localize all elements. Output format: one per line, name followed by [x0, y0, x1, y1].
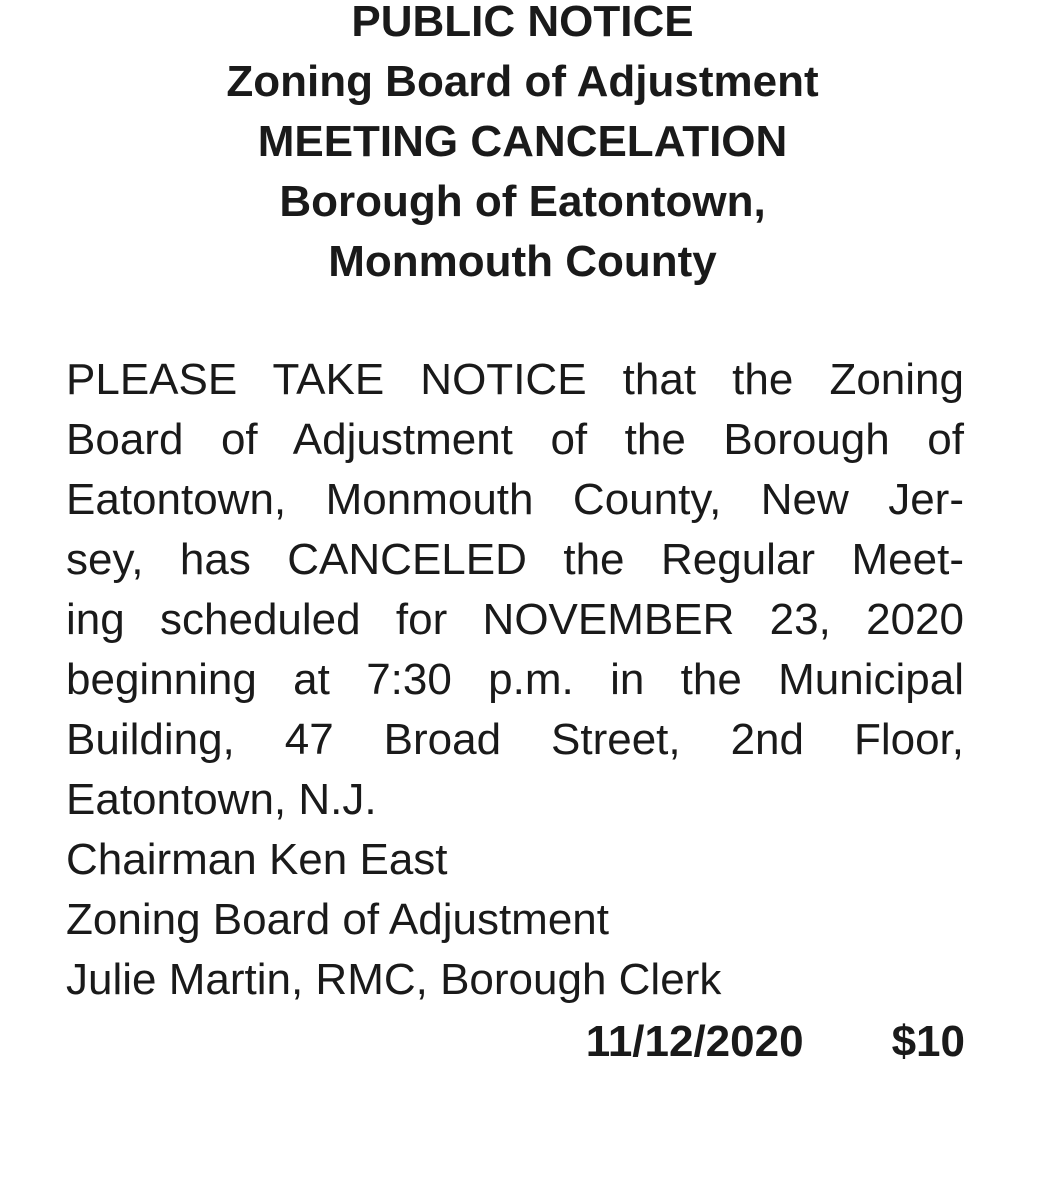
- notice-header: [0, 0, 1045, 292]
- notice-body: [66, 350, 964, 1010]
- board-signature: Zoning Board of Adjustment: [66, 895, 609, 944]
- board-name-heading: Zoning Board of Adjustment: [226, 57, 819, 106]
- paragraph-line: beginning at 7:30 p.m. in the Municipal: [66, 655, 964, 704]
- cancelation-heading: MEETING CANCELATION: [257, 117, 788, 166]
- notice-paragraph: [66, 350, 964, 830]
- notice-price: $10: [891, 1017, 965, 1066]
- paragraph-line: ing scheduled for NOVEMBER 23, 2020: [66, 595, 964, 644]
- borough-heading: Borough of Eatontown,: [279, 177, 766, 226]
- paragraph-line: Eatontown, N.J.: [66, 775, 377, 824]
- paragraph-line: sey, has CANCELED the Regular Meet-: [66, 535, 964, 584]
- signature-block: [66, 830, 964, 1010]
- paragraph-line: Board of Adjustment of the Borough of: [66, 415, 964, 464]
- paragraph-line: PLEASE TAKE NOTICE that the Zoning: [66, 355, 964, 404]
- clerk-signature: Julie Martin, RMC, Borough Clerk: [66, 955, 722, 1004]
- notice-footer: [586, 1012, 965, 1072]
- notice-title: PUBLIC NOTICE: [351, 0, 694, 46]
- publication-date: 11/12/2020: [585, 1017, 804, 1066]
- chairman-signature: Chairman Ken East: [66, 835, 448, 884]
- county-heading: Monmouth County: [328, 237, 717, 286]
- paragraph-line: Building, 47 Broad Street, 2nd Floor,: [66, 715, 964, 764]
- paragraph-line: Eatontown, Monmouth County, New Jer-: [66, 475, 964, 524]
